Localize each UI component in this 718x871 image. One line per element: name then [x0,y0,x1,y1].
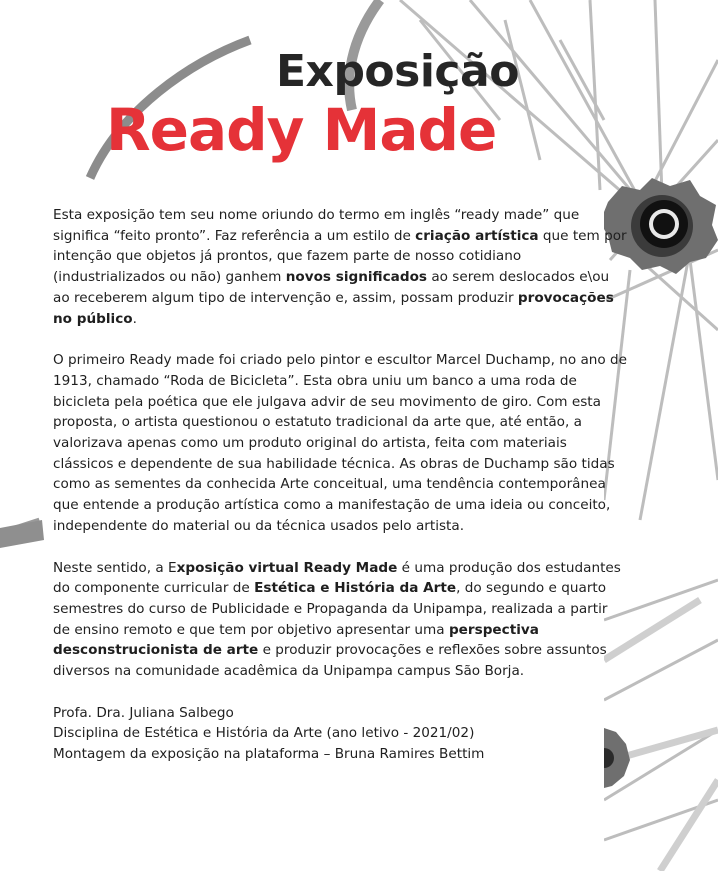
bold-term: xposição virtual Ready Made [176,559,398,576]
signature-montage: Montagem da exposição na plataforma – Bruna Ramires Bettim [53,746,485,763]
bold-term: criação artística [415,227,539,244]
exhibition-title-line1: Exposição [276,46,519,97]
intro-paragraph [53,205,628,329]
context-paragraph [53,558,628,682]
text-segment: e produzir provocações e reflexões sobre assuntos diversos na comunidade acadêmica da Unipampa campus São Borja. [53,642,607,680]
signature-author: Profa. Dra. Juliana Salbego [53,704,234,721]
bold-term: perspectiva desconstrucionista de arte [53,621,539,659]
text-segment: Esta exposição tem seu nome oriundo do termo em inglês “ready made” que significa “feito pronto”. Faz referência a um estilo de [53,207,580,244]
text-segment: Neste sentido, a E [53,559,177,576]
signature-course: Disciplina de Estética e História da Arte (ano letivo - 2021/02) [53,725,475,742]
wheel-left-fragment [0,520,44,548]
bold-term: Estética e História da Arte [254,580,457,597]
text-segment: ao serem deslocados e\ou ao receberem algum tipo de intervenção e, assim, possam produzir [53,269,610,306]
exhibition-title-line2: Ready Made [106,96,497,164]
signature-block [53,703,628,765]
text-segment: é uma produção dos estudantes do componente curricular de [53,559,621,597]
bold-term: provocações no público [53,289,614,327]
history-paragraph: O primeiro Ready made foi criado pelo pintor e escultor Marcel Duchamp, no ano de 1913, chamado “Roda de Bicicleta”. Esta obra uniu um banco a uma roda de bicicleta pela poética que ele julgava advir de seu movimento de giro. Com esta proposta, o artista questionou o estatuto tradicional da arte que, até então, a valorizava apenas como um produto original do artista, feita com materiais clássicos e dependente de sua habilidade técnica. As obras de Duchamp são tidas como as sementes da conhecida Arte conceitual, uma tendência contemporânea que entende a produção artística como a manifestação de uma ideia ou conceito, independente do material ou da técnica usados pelo artista. [53,352,628,534]
bold-term: novos significados [285,269,428,286]
exhibition-description [53,205,628,765]
text-segment: , do segundo e quarto semestres do curso de Publicidade e Propaganda da Unipampa, realizada a partir de ensino remoto e que tem por objetivo apresentar uma [53,580,608,638]
text-segment: que tem por intenção que objetos já prontos, que fazem parte de nosso cotidiano (industrializados ou não) ganhem [53,227,627,286]
text-segment: . [132,310,137,327]
